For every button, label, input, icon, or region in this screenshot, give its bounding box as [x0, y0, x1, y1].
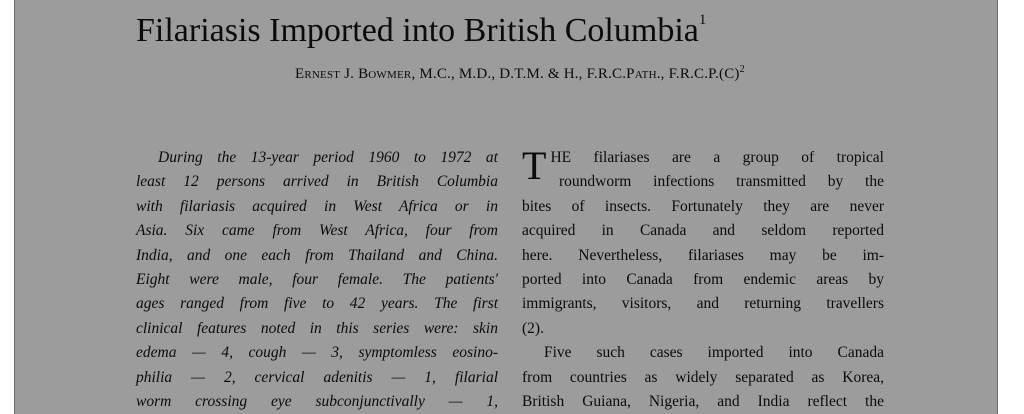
- abstract-line: edema — 4, cough — 3, symptomless eosino-: [136, 344, 498, 362]
- drop-cap: T: [522, 143, 547, 188]
- body-line: ported into Canada from endemic areas by: [522, 271, 884, 289]
- body-line: immigrants, visitors, and returning travellers: [522, 295, 884, 313]
- title-text: Filariasis Imported into British Columbia: [136, 12, 699, 49]
- abstract-line: India, and one each from Thailand and China.: [136, 246, 498, 264]
- abstract: [136, 146, 498, 414]
- body-line: from countries as widely separated as Korea,: [522, 368, 884, 386]
- body-line: Five such cases imported into Canada: [544, 344, 884, 362]
- abstract-line: Eight were male, four female. The patients': [136, 271, 498, 289]
- abstract-line: Asia. Six came from West Africa, four from: [136, 222, 498, 240]
- abstract-line: least 12 persons arrived in British Columbia: [136, 173, 498, 191]
- abstract-line: ages ranged from five to 42 years. The first: [136, 295, 498, 313]
- abstract-line: with filariasis acquired in West Africa or in: [136, 197, 498, 215]
- abstract-line: clinical features noted in this series were: skin: [136, 319, 498, 337]
- abstract-line: During the 13-year period 1960 to 1972 at: [158, 149, 498, 166]
- author-line: [295, 64, 745, 83]
- abstract-line: philia — 2, cervical adenitis — 1, filarial: [136, 368, 498, 386]
- body-line: British Guiana, Nigeria, and India reflect the: [522, 393, 884, 411]
- article-page: [14, 0, 998, 414]
- body-line: (2).: [522, 319, 544, 337]
- author-footnote-marker: 2: [739, 64, 745, 75]
- author-name: Ernest J. Bowmer, M.C., M.D., D.T.M. & H., F.R.C.Path., F.R.C.P.(C): [295, 66, 740, 82]
- body-line: bites of insects. Fortunately they are never: [522, 197, 884, 215]
- body-line: HE filariases are a group of tropical: [550, 149, 884, 166]
- body-column: [522, 143, 884, 414]
- body-line: here. Nevertheless, filariases may be im-: [522, 246, 884, 264]
- title-footnote-marker: 1: [698, 12, 707, 28]
- body-line: roundworm infections transmitted by the: [559, 173, 884, 191]
- body-line: acquired in Canada and seldom reported: [522, 222, 884, 240]
- abstract-line: worm crossing eye subconjunctivally — 1,: [136, 393, 498, 411]
- article-title: [136, 0, 706, 51]
